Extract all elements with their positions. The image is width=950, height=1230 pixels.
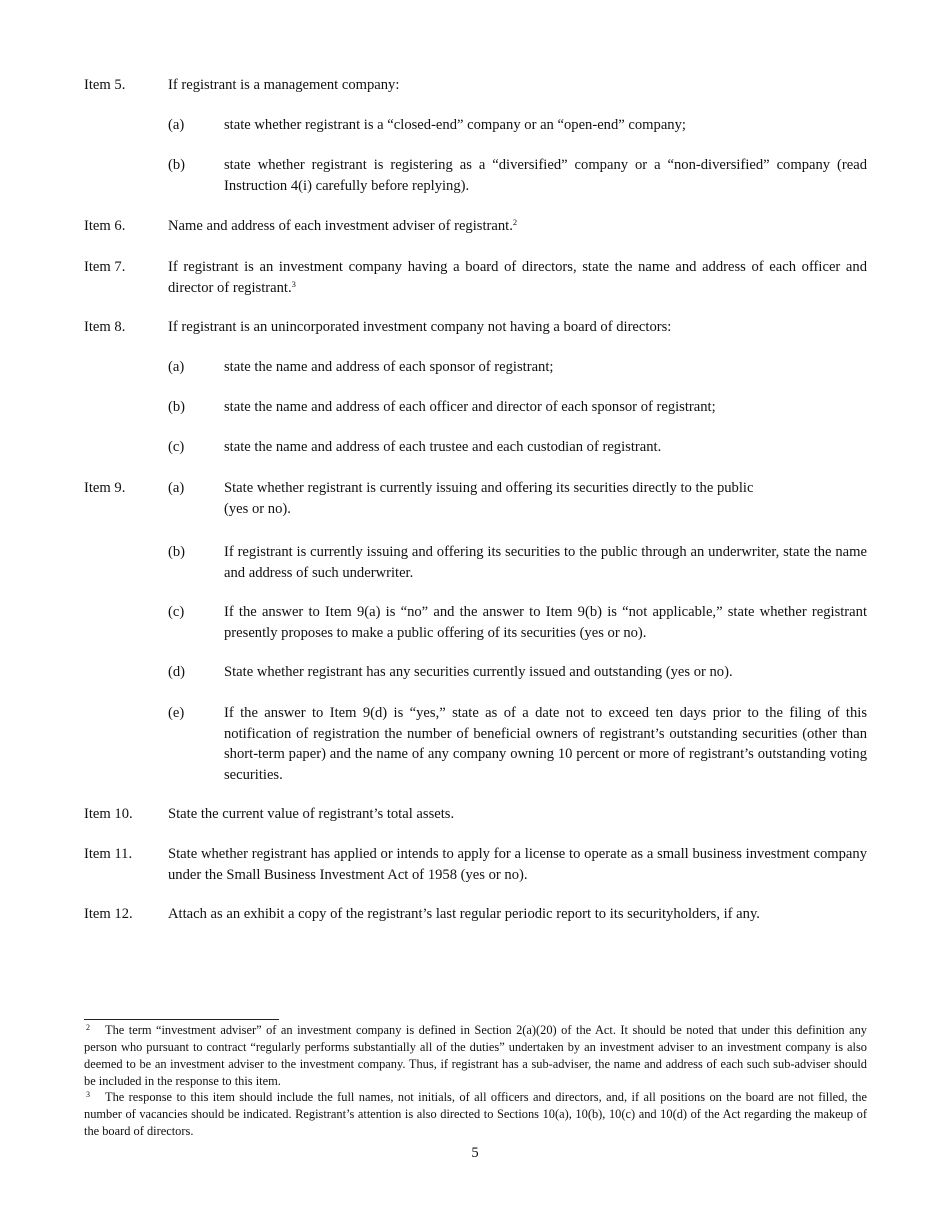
item-label: Item 11. — [84, 846, 133, 862]
sub-item-text: If the answer to Item 9(a) is “no” and the answer to Item 9(b) is “not applicable,” state whether registrant presently proposes to make a public offering of its securities (yes or no). — [224, 604, 867, 641]
footnote-number: 2 — [86, 1023, 90, 1032]
footnote-ref: 3 — [291, 278, 296, 289]
item-text — [168, 257, 867, 298]
sub-item-label: (b) — [168, 399, 186, 415]
footnote-text: The response to this item should include the full names, not initials, of all officers and directors, and, if all positions on the board are not filled, the number of vacancies should be indicated. Registrant’s attention is also directed to Sections 10(a), 10(b), 10(c) and 10(d) of the Act regarding the makeup of the board of directors. — [84, 1090, 867, 1138]
sub-item-label: (d) — [168, 664, 186, 680]
item-label: Item 8. — [84, 319, 126, 335]
sub-item-label: (a) — [168, 480, 185, 496]
sub-item-text-line1: State whether registrant is currently issuing and offering its securities directly to the public — [224, 480, 754, 496]
sub-item-text — [224, 478, 867, 519]
item-text-body: If registrant is an investment company having a board of directors, state the name and address of each officer and director of registrant. — [168, 259, 867, 296]
item-text: State whether registrant has applied or intends to apply for a license to operate as a small business investment company under the Small Business Investment Act of 1958 (yes or no). — [168, 846, 867, 883]
sub-item-label: (c) — [168, 439, 185, 455]
item-text: State the current value of registrant’s total assets. — [168, 806, 455, 822]
sub-item-text: state the name and address of each sponsor of registrant; — [224, 359, 554, 375]
sub-item-label: (c) — [168, 604, 185, 620]
item-label: Item 9. — [84, 480, 126, 496]
footnote-number: 3 — [86, 1090, 90, 1099]
item-text — [168, 216, 867, 237]
item-text: If registrant is a management company: — [168, 77, 400, 93]
sub-item-label: (a) — [168, 117, 185, 133]
sub-item-text: If registrant is currently issuing and offering its securities to the public through an underwriter, state the name and address of such underwriter. — [224, 544, 867, 581]
footnote-2 — [84, 1022, 867, 1090]
item-label: Item 12. — [84, 906, 133, 922]
footnote-3 — [84, 1089, 867, 1140]
item-label: Item 5. — [84, 77, 126, 93]
sub-item-label: (a) — [168, 359, 185, 375]
sub-item-label: (b) — [168, 544, 186, 560]
page-number: 5 — [471, 1145, 479, 1161]
item-label: Item 10. — [84, 806, 133, 822]
sub-item-text: state whether registrant is registering as a “diversified” company or a “non-diversified” company (read Instruction 4(i) carefully before replying). — [224, 157, 867, 194]
sub-item-text: state the name and address of each officer and director of each sponsor of registrant; — [224, 399, 716, 415]
sub-item-text: state whether registrant is a “closed-end” company or an “open-end” company; — [224, 117, 686, 133]
sub-item-text: state the name and address of each trustee and each custodian of registrant. — [224, 439, 662, 455]
sub-item-text: If the answer to Item 9(d) is “yes,” state as of a date not to exceed ten days prior to the filing of this notification of registration the number of beneficial owners of registrant’s outstanding securities (other than short-term paper) and the name of any company owning 10 percent or more of registrant’s outstanding voting securities. — [224, 705, 867, 783]
item-text-body: Name and address of each investment adviser of registrant. — [168, 218, 513, 234]
sub-item-label: (b) — [168, 157, 186, 173]
footnote-divider — [84, 1019, 279, 1020]
sub-item-label: (e) — [168, 705, 185, 721]
sub-item-text: State whether registrant has any securities currently issued and outstanding (yes or no). — [224, 664, 733, 680]
item-text: If registrant is an unincorporated investment company not having a board of directors: — [168, 319, 672, 335]
sub-item-text-line2: (yes or no). — [224, 500, 291, 517]
item-label: Item 7. — [84, 259, 126, 275]
footnote-ref: 2 — [512, 217, 518, 227]
item-text: Attach as an exhibit a copy of the registrant’s last regular periodic report to its securityholders, if any. — [168, 906, 760, 922]
item-label: Item 6. — [84, 218, 126, 234]
footnote-text: The term “investment adviser” of an investment company is defined in Section 2(a)(20) of the Act. It should be noted that under this definition any person who pursuant to contract “regularly performs substantially all of the duties” undertaken by an investment adviser to an investment company is also deemed to be an investment adviser to the investment company. Thus, if registrant has a sub-adviser, the name and address of each such sub-adviser should be included in the response to this item. — [84, 1023, 867, 1088]
